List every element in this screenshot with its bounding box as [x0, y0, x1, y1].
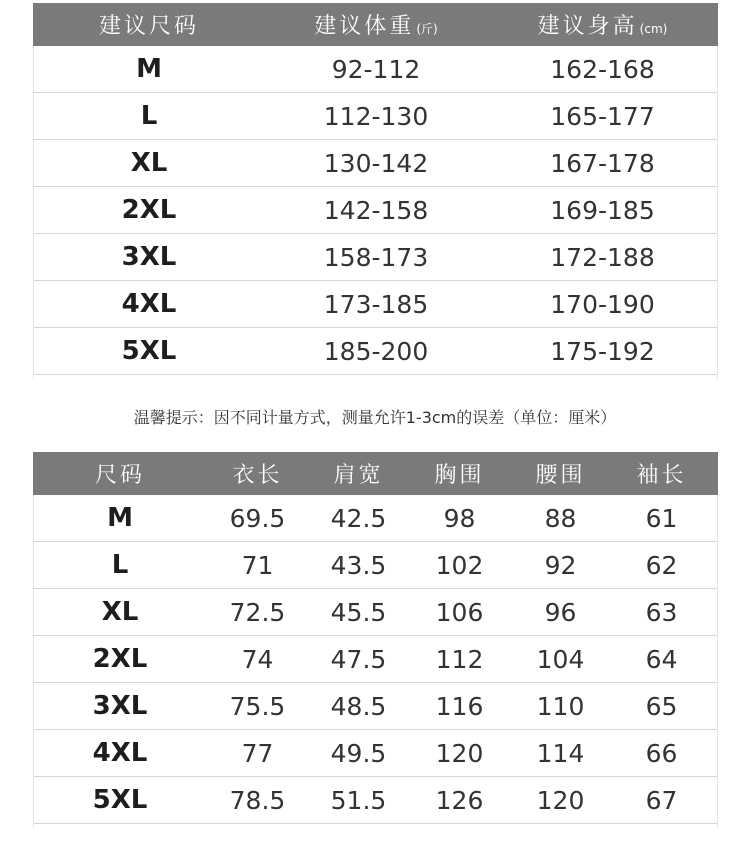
measure-cell: 78.5 — [229, 785, 286, 815]
table-border-right — [717, 495, 718, 828]
header-weight-label: 建议体重 — [314, 14, 415, 39]
weight-table-body — [33, 46, 718, 375]
size-cell: XL — [130, 148, 168, 178]
height-cell: 162-168 — [550, 54, 655, 84]
measure-cell: 126 — [435, 785, 484, 815]
measure-cell: 61 — [645, 503, 678, 533]
header-height-label: 建议身高 — [537, 14, 638, 39]
height-cell: 175-192 — [550, 336, 655, 366]
table-row — [33, 140, 718, 187]
measure-cell: 48.5 — [330, 691, 387, 721]
measure-cell: 67 — [645, 785, 678, 815]
measure-cell: 42.5 — [330, 503, 387, 533]
measure-cell: 98 — [443, 503, 476, 533]
size-cell: 2XL — [121, 195, 177, 225]
measure-cell: 88 — [544, 503, 577, 533]
header-cell: 衣长 — [232, 463, 283, 488]
measure-cell: 120 — [536, 785, 585, 815]
size-cell: 4XL — [121, 289, 177, 319]
measure-cell: 110 — [536, 691, 585, 721]
measure-cell: 64 — [645, 644, 678, 674]
size-cell: M — [107, 503, 133, 533]
table-border-left — [33, 46, 34, 379]
weight-cell: 92-112 — [331, 54, 421, 84]
table-row — [33, 281, 718, 328]
weight-cell: 158-173 — [323, 242, 429, 272]
weight-cell: 142-158 — [323, 195, 429, 225]
measure-cell: 66 — [645, 738, 678, 768]
table-border-right — [717, 46, 718, 379]
measure-cell: 72.5 — [229, 597, 286, 627]
measure-cell: 69.5 — [229, 503, 286, 533]
measure-cell: 112 — [435, 644, 484, 674]
table-row — [33, 683, 718, 730]
measure-cell: 104 — [536, 644, 585, 674]
size-cell: 5XL — [121, 336, 177, 366]
weight-cell: 130-142 — [323, 148, 429, 178]
measure-cell: 74 — [241, 644, 274, 674]
header-cell: 肩宽 — [333, 463, 384, 488]
measure-cell: 62 — [645, 550, 678, 580]
measurement-note: 温馨提示：因不同计量方式，测量允许1-3cm的误差（单位：厘米） — [133, 408, 617, 427]
measure-cell: 51.5 — [330, 785, 387, 815]
header-weight — [265, 3, 487, 46]
size-cell: 2XL — [92, 644, 148, 674]
header-height — [487, 3, 718, 46]
measure-table-header — [33, 452, 718, 495]
measure-cell: 47.5 — [330, 644, 387, 674]
measure-cell: 116 — [435, 691, 484, 721]
measure-cell: 92 — [544, 550, 577, 580]
measure-cell: 106 — [435, 597, 484, 627]
height-cell: 167-178 — [550, 148, 655, 178]
measure-cell: 71 — [241, 550, 274, 580]
header-size — [33, 3, 265, 46]
table-row — [33, 777, 718, 824]
measure-cell: 49.5 — [330, 738, 387, 768]
size-cell: L — [140, 101, 158, 131]
header-height-unit: (cm) — [639, 21, 668, 36]
size-cell: 5XL — [92, 785, 148, 815]
garment-measure-table — [33, 452, 718, 824]
header-cell: 腰围 — [535, 463, 586, 488]
table-row — [33, 730, 718, 777]
measure-cell: 114 — [536, 738, 585, 768]
height-cell: 170-190 — [550, 289, 655, 319]
table-row — [33, 328, 718, 375]
table-row — [33, 187, 718, 234]
header-cell: 胸围 — [434, 463, 485, 488]
header-weight-unit: (斤) — [416, 22, 438, 36]
height-cell: 165-177 — [550, 101, 655, 131]
table-border-left — [33, 495, 34, 828]
size-cell: 4XL — [92, 738, 148, 768]
size-cell: XL — [101, 597, 139, 627]
header-size-label: 建议尺码 — [98, 14, 199, 39]
table-row — [33, 46, 718, 93]
header-cell: 尺码 — [94, 463, 145, 488]
header-cell: 袖长 — [636, 463, 687, 488]
measure-cell: 102 — [435, 550, 484, 580]
weight-height-table — [33, 3, 718, 375]
table-row — [33, 589, 718, 636]
height-cell: 172-188 — [550, 242, 655, 272]
measure-cell: 43.5 — [330, 550, 387, 580]
table-row — [33, 636, 718, 683]
weight-cell: 173-185 — [323, 289, 429, 319]
measure-table-body — [33, 495, 718, 824]
height-cell: 169-185 — [550, 195, 655, 225]
weight-cell: 185-200 — [323, 336, 429, 366]
measure-cell: 75.5 — [229, 691, 286, 721]
table-row — [33, 234, 718, 281]
size-cell: L — [111, 550, 129, 580]
table-row — [33, 93, 718, 140]
weight-cell: 112-130 — [323, 101, 429, 131]
size-cell: 3XL — [121, 242, 177, 272]
measure-cell: 96 — [544, 597, 577, 627]
measure-cell: 65 — [645, 691, 678, 721]
measure-cell: 77 — [241, 738, 274, 768]
measure-cell: 45.5 — [330, 597, 387, 627]
measure-cell: 63 — [645, 597, 678, 627]
table-row — [33, 542, 718, 589]
table-row — [33, 495, 718, 542]
size-cell: 3XL — [92, 691, 148, 721]
weight-table-header — [33, 3, 718, 46]
measure-cell: 120 — [435, 738, 484, 768]
size-cell: M — [136, 54, 162, 84]
